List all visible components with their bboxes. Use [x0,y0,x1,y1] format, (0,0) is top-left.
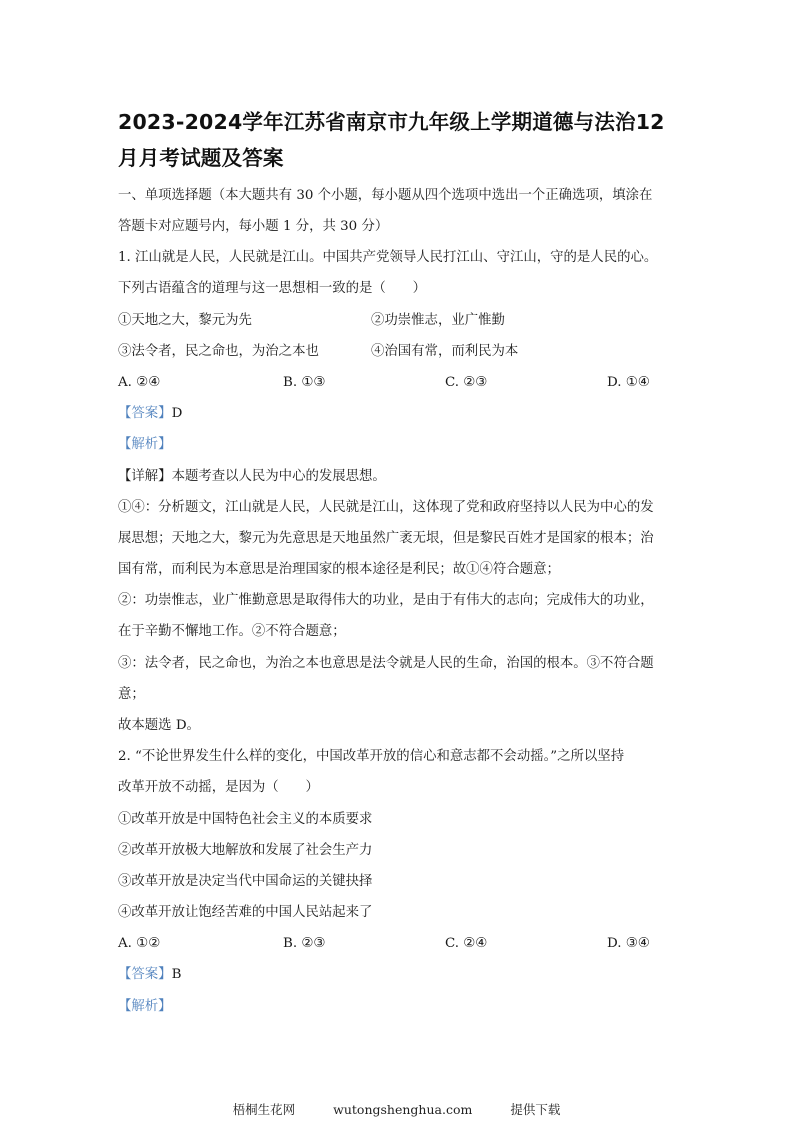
footer-site-name: 梧桐生花网 [232,1102,296,1117]
q1-detail-line-2: ①④：分析题文，江山就是人民，人民就是江山，这体现了党和政府坚持以人民为中心的发 [118,500,654,515]
q1-statement-4: ④治国有常，而利民为本 [371,344,519,359]
q1-stem-line-2: 下列古语蕴含的道理与这一思想相一致的是（ ） [118,281,426,296]
q2-statement-1: ①改革开放是中国特色社会主义的本质要求 [118,812,373,827]
detail-text: 本题考查以人民为中心的发展思想。 [171,469,386,484]
q2-statement-3: ③改革开放是决定当代中国命运的关键抉择 [118,874,373,889]
q1-answer [118,405,182,423]
q2-statement-2: ②改革开放极大地解放和发展了社会生产力 [118,843,373,858]
q1-statement-2: ②功崇惟志，业广惟勤 [371,313,505,328]
answer-value: D [171,406,183,421]
footer-site-url[interactable]: wutongshenghua.com [333,1102,473,1117]
title-line-2: 月月考试题及答案 [118,146,284,170]
q2-stem-line-2: 改革开放不动摇，是因为（ ） [118,780,319,795]
q2-choice-b: B. ②③ [283,936,326,951]
q2-statement-4: ④改革开放让饱经苦难的中国人民站起来了 [118,905,373,920]
q2-choice-d: D. ③④ [607,936,650,951]
q1-detail-line-3: 展思想；天地之大，黎元为先意思是天地虽然广袤无垠，但是黎民百姓才是国家的根本；治 [118,531,654,546]
q1-detail-line-7: ③：法令者，民之命也，为治之本也意思是法令就是人民的生命，治国的根本。③不符合题 [118,656,654,671]
q2-analysis-label: 【解析】 [118,999,172,1014]
title-line-1: 2023-2024学年江苏省南京市九年级上学期道德与法治12 [118,110,665,134]
section-heading-line-2: 答题卡对应题号内，每小题 1 分，共 30 分） [118,219,389,234]
q1-choice-d: D. ①④ [607,375,650,390]
q1-detail-line-6: 在于辛勤不懈地工作。②不符合题意； [118,624,346,639]
q1-choice-c: C. ②③ [445,375,488,390]
q1-detail-line-4: 国有常，而利民为本意思是治理国家的根本途径是利民；故①④符合题意； [118,562,560,577]
q2-choice-a: A. ①② [118,936,161,951]
footer-note: 提供下载 [510,1102,561,1117]
q1-detail-line-1 [118,468,386,486]
answer-label: 【答案】 [118,967,172,982]
q1-stem-line-1: 1. 江山就是人民，人民就是江山。中国共产党领导人民打江山、守江山，守的是人民的心。 [118,250,658,265]
q1-detail-line-5: ②：功崇惟志，业广惟勤意思是取得伟大的功业，是由于有伟大的志向；完成伟大的功业， [118,593,654,608]
q1-statement-3: ③法令者，民之命也，为治之本也 [118,344,319,359]
q1-analysis-label: 【解析】 [118,437,172,452]
q2-answer [118,966,181,984]
q1-detail-line-9: 故本题选 D。 [118,718,200,733]
page-footer [0,1100,793,1118]
detail-label: 【详解】 [118,469,172,484]
answer-value: B [171,967,182,982]
q1-statement-1: ①天地之大，黎元为先 [118,313,252,328]
answer-label: 【答案】 [118,406,172,421]
q1-choice-a: A. ②④ [118,375,161,390]
section-heading-line-1: 一、单项选择题（本大题共有 30 个小题，每小题从四个选项中选出一个正确选项，填涂在 [118,188,653,203]
q2-choice-c: C. ②④ [445,936,488,951]
q1-choice-b: B. ①③ [283,375,326,390]
q1-detail-line-8: 意； [118,687,145,702]
q2-stem-line-1: 2. “不论世界发生什么样的变化，中国改革开放的信心和意志都不会动摇。”之所以坚持 [118,749,625,764]
document-title [118,104,688,176]
